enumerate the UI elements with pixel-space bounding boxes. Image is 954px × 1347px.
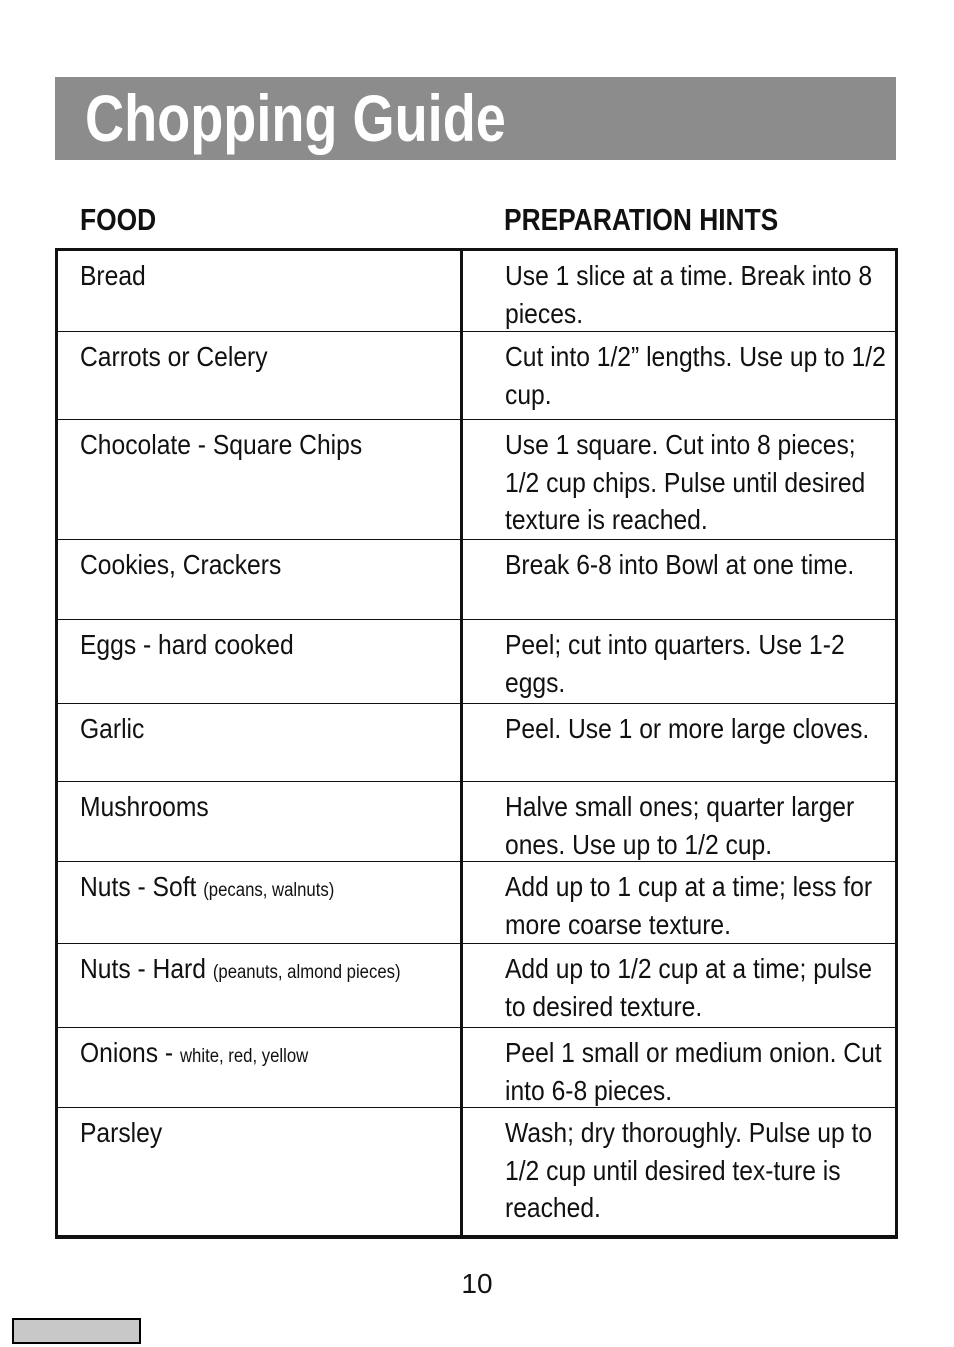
table-row bbox=[58, 861, 895, 943]
corner-mark bbox=[12, 1318, 141, 1344]
food-cell: Bread bbox=[58, 251, 463, 331]
page-number: 10 bbox=[461, 1268, 493, 1299]
title-banner bbox=[55, 77, 896, 160]
food-cell: Cookies, Crackers bbox=[58, 540, 463, 619]
table-row bbox=[58, 703, 895, 781]
hint-cell: Peel. Use 1 or more large cloves. bbox=[505, 713, 870, 744]
page-title: Chopping Guide bbox=[85, 81, 506, 155]
food-cell: Nuts - Soft (pecans, walnuts) bbox=[58, 862, 463, 943]
table-row bbox=[58, 419, 895, 539]
hint-cell: Cut into 1/2” lengths. Use up to 1/2 cup. bbox=[505, 341, 886, 410]
hint-cell: Use 1 slice at a time. Break into 8 pieces. bbox=[505, 260, 873, 329]
hint-cell: Use 1 square. Cut into 8 pieces; 1/2 cup chips. Pulse until desired texture is reached. bbox=[505, 429, 866, 535]
column-header-hints: PREPARATION HINTS bbox=[504, 202, 779, 237]
hint-cell: Wash; dry thoroughly. Pulse up to 1/2 cup until desired tex-ture is reached. bbox=[505, 1117, 873, 1223]
food-cell: Onions - white, red, yellow bbox=[58, 1028, 463, 1107]
food-cell: Parsley bbox=[58, 1108, 463, 1235]
food-cell: Nuts - Hard (peanuts, almond pieces) bbox=[58, 944, 463, 1027]
table-row bbox=[58, 781, 895, 861]
table-row bbox=[58, 251, 895, 331]
table-row bbox=[58, 1107, 895, 1235]
hint-cell: Halve small ones; quarter larger ones. Use up to 1/2 cup. bbox=[505, 791, 855, 860]
food-cell: Eggs - hard cooked bbox=[58, 620, 463, 703]
food-cell: Chocolate - Square Chips bbox=[58, 420, 463, 539]
hint-cell: Break 6-8 into Bowl at one time. bbox=[505, 549, 855, 580]
table-row bbox=[58, 619, 895, 703]
food-cell: Garlic bbox=[58, 704, 463, 781]
hint-cell: Add up to 1/2 cup at a time; pulse to desired texture. bbox=[505, 953, 873, 1022]
food-note: (peanuts, almond pieces) bbox=[212, 962, 401, 983]
table-row bbox=[58, 539, 895, 619]
food-note: (pecans, walnuts) bbox=[203, 880, 335, 901]
chopping-table bbox=[55, 248, 898, 1239]
hint-cell: Add up to 1 cup at a time; less for more coarse texture. bbox=[505, 871, 873, 940]
food-note: white, red, yellow bbox=[179, 1046, 309, 1067]
hint-cell: Peel; cut into quarters. Use 1-2 eggs. bbox=[505, 629, 845, 698]
hint-cell: Peel 1 small or medium onion. Cut into 6-8 pieces. bbox=[505, 1037, 882, 1106]
table-row bbox=[58, 1027, 895, 1107]
table-row bbox=[58, 331, 895, 419]
column-header-food: FOOD bbox=[80, 202, 157, 237]
table-row bbox=[58, 943, 895, 1027]
food-cell: Mushrooms bbox=[58, 782, 463, 861]
food-cell: Carrots or Celery bbox=[58, 332, 463, 419]
